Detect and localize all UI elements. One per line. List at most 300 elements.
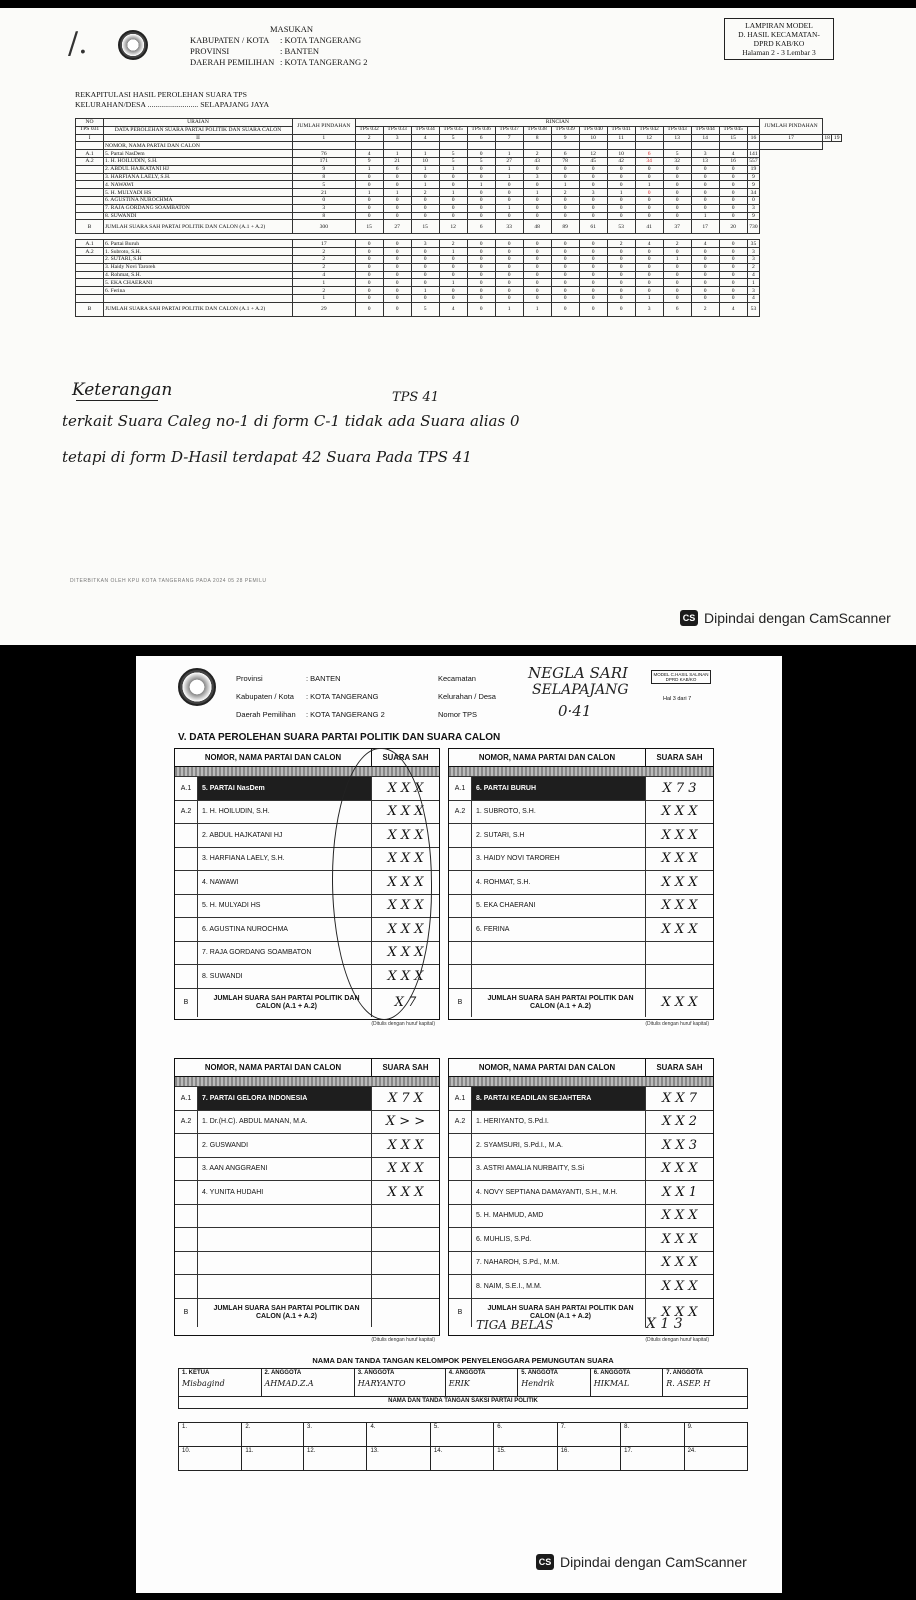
vote-cell: 1 — [293, 294, 356, 302]
vote-cell: 4 — [293, 271, 356, 279]
vote-cell: 1 — [523, 302, 551, 316]
row-code: B — [457, 999, 463, 1006]
candidate-row — [175, 1134, 439, 1158]
vote-cell: 0 — [523, 263, 551, 271]
vote-cell: 4 — [719, 302, 747, 316]
vote-cell: 0 — [467, 302, 495, 316]
sum-marks: X X X — [645, 989, 713, 1017]
vote-cell: 0 — [495, 248, 523, 256]
table-row — [76, 173, 842, 181]
vote-cell: 2 — [439, 240, 467, 248]
vote-cell: 6 — [635, 150, 663, 158]
candidate-marks: X X X — [371, 965, 439, 988]
candidate-name — [197, 1228, 371, 1251]
candidate-marks: X X X — [645, 801, 713, 824]
vote-cell: 0 — [663, 173, 691, 181]
vote-cell: 0 — [691, 263, 719, 271]
vote-cell: 1 — [439, 279, 467, 287]
candidate-marks — [371, 1228, 439, 1251]
hw-underline — [76, 400, 158, 401]
sum-label: JUMLAH SUARA SAH PARTAI POLITIK DAN CALON (A.1 + A.2) — [471, 989, 645, 1017]
table-row — [76, 294, 842, 302]
dapil-value: : KOTA TANGERANG 2 — [280, 57, 368, 67]
camscanner-watermark — [536, 1554, 747, 1570]
witness-cell: 7. — [557, 1423, 620, 1447]
vote-cell: 9 — [355, 157, 383, 165]
hand-drawn-circle — [332, 748, 432, 1020]
vote-cell: 0 — [467, 255, 495, 263]
candidate-marks — [645, 965, 713, 988]
candidate-name: 2. GUSWANDI — [197, 1134, 371, 1157]
shaded-strip — [449, 1077, 713, 1087]
vote-cell: 1 — [411, 181, 439, 189]
vote-cell: 1 — [691, 212, 719, 220]
row-name: 6. AGUSTINA NUROCHMA — [104, 196, 293, 204]
tps-header: TPS 038 — [523, 126, 551, 134]
sum-marks: X X X — [645, 1299, 713, 1327]
row-code: B — [183, 999, 189, 1006]
witness-cell: 11. — [242, 1447, 304, 1471]
row-code — [76, 196, 104, 204]
candidate-name: 2. ABDUL HAJKATANI HJ — [197, 824, 371, 847]
vote-cell: 0 — [467, 189, 495, 197]
table-cell: 18 — [824, 134, 830, 141]
vote-cell: 0 — [663, 271, 691, 279]
signer-name: Hendrik — [521, 1379, 555, 1388]
block-header — [449, 749, 713, 767]
col-suara: SUARA SAH — [371, 749, 439, 766]
tps-header: TPS 033 — [383, 126, 411, 134]
vote-cell: 0 — [551, 240, 579, 248]
vote-cell: 89 — [551, 220, 579, 234]
vote-cell: 0 — [383, 271, 411, 279]
candidate-row — [449, 1228, 713, 1252]
pks-sum-words: TIGA BELAS — [476, 1318, 554, 1332]
candidate-name: 3. HAIDY NOVI TAROREH — [471, 848, 645, 871]
hw-line2: tetapi di form D-Hasil terdapat 42 Suara Pada TPS 41 — [62, 448, 472, 466]
vote-cell: 0 — [439, 294, 467, 302]
vote-cell: 0 — [495, 240, 523, 248]
sum-row — [76, 220, 842, 234]
vote-cell: 0 — [691, 189, 719, 197]
row-code — [76, 271, 104, 279]
vote-cell: 0 — [663, 294, 691, 302]
witness-cell: 8. — [621, 1423, 684, 1447]
signer-name: HIKMAL — [593, 1379, 630, 1388]
vote-cell: 8 — [293, 212, 356, 220]
vote-cell: 0 — [579, 271, 607, 279]
vote-cell: 41 — [635, 220, 663, 234]
candidate-row — [449, 1134, 713, 1158]
table-cell: 11 — [607, 134, 635, 142]
witness-cell: 1. — [179, 1423, 242, 1447]
lampiran-line: Halaman 2 - 3 Lembar 3 — [742, 48, 816, 57]
vote-cell: 1 — [439, 248, 467, 256]
vote-cell: 53 — [607, 220, 635, 234]
vote-cell: 0 — [383, 204, 411, 212]
witness-cell: 15. — [494, 1447, 557, 1471]
table-cell: 6 — [467, 134, 495, 142]
vote-cell: 0 — [579, 204, 607, 212]
vote-cell: 0 — [691, 294, 719, 302]
candidate-marks: X X 2 — [645, 1111, 713, 1134]
candidate-name: 8. NAIM, S.E.I., M.M. — [471, 1275, 645, 1298]
vote-cell: 5 — [411, 302, 439, 316]
vote-cell: 61 — [579, 220, 607, 234]
signer-name: R. ASEP. H — [666, 1379, 711, 1388]
vote-cell: 0 — [719, 248, 747, 256]
vote-cell: 2 — [663, 240, 691, 248]
sum-label: JUMLAH SUARA SAH PARTAI POLITIK DAN CALON (A.1 + A.2) — [471, 1299, 645, 1327]
candidate-row — [449, 848, 713, 872]
table-cell — [439, 142, 467, 150]
vote-cell: 0 — [383, 255, 411, 263]
row-code — [76, 189, 104, 197]
vote-cell: 1 — [411, 165, 439, 173]
vote-cell: 1 — [607, 189, 635, 197]
vote-cell: 1 — [747, 279, 760, 287]
vote-cell: 2 — [293, 287, 356, 295]
kel-label: Kelurahan / Desa — [438, 692, 496, 701]
candidate-name: 4. YUNITA HUDAHI — [197, 1181, 371, 1204]
vote-cell: 0 — [663, 189, 691, 197]
candidate-name: 3. ASTRI AMALIA NURBAITY, S.Si — [471, 1158, 645, 1181]
vote-cell: 2 — [747, 263, 760, 271]
candidate-name: 6. AGUSTINA NUROCHMA — [197, 918, 371, 941]
vote-cell: 0 — [579, 196, 607, 204]
party-marks: X 7 3 — [645, 777, 713, 800]
vote-cell: 0 — [411, 196, 439, 204]
vote-cell: 0 — [663, 287, 691, 295]
candidate-marks: X X X — [371, 1158, 439, 1181]
role-row — [179, 1369, 748, 1397]
party-name: 5. PARTAI NasDem — [197, 777, 371, 800]
row-code — [76, 263, 104, 271]
sum-row — [175, 1299, 439, 1327]
vote-cell: 4 — [439, 302, 467, 316]
vote-cell: 0 — [691, 287, 719, 295]
vote-cell: 0 — [607, 165, 635, 173]
vote-cell: 6 — [663, 302, 691, 316]
vote-cell: 0 — [635, 287, 663, 295]
row-code: A.2 — [76, 157, 104, 165]
candidate-row — [175, 1181, 439, 1205]
row-code — [76, 212, 104, 220]
candidate-row — [449, 1252, 713, 1276]
section-row — [76, 142, 842, 150]
dapil-value: : KOTA TANGERANG 2 — [306, 710, 385, 719]
candidate-name: 1. Dr.(H.C). ABDUL MANAN, M.A. — [197, 1111, 371, 1134]
vote-cell: 0 — [719, 294, 747, 302]
table-row — [76, 150, 842, 158]
vote-cell: 0 — [467, 165, 495, 173]
vote-cell: 0 — [467, 173, 495, 181]
role-label: 1. KETUA — [182, 1370, 210, 1376]
vote-cell: 1 — [439, 165, 467, 173]
party-marks: X X X — [371, 777, 439, 800]
vote-cell: 0 — [579, 287, 607, 295]
signature-cell — [445, 1369, 517, 1397]
vote-cell: 0 — [523, 212, 551, 220]
table-cell: 5 — [439, 134, 467, 142]
pen-mark: /. — [68, 26, 88, 61]
table-row — [76, 165, 842, 173]
shaded-strip — [449, 767, 713, 777]
hw-tps-note: TPS 41 — [392, 390, 439, 405]
vote-cell: 1 — [439, 189, 467, 197]
vote-cell: 27 — [495, 157, 523, 165]
candidate-row — [449, 1205, 713, 1229]
vote-cell: 1 — [663, 255, 691, 263]
tps-header: TPS 034 — [411, 126, 439, 134]
vote-cell: 2 — [607, 240, 635, 248]
vote-cell: 2 — [293, 248, 356, 256]
candidate-marks: X X X — [371, 848, 439, 871]
vote-cell: 29 — [293, 302, 356, 316]
candidate-name: 6. MUHLIS, S.Pd. — [471, 1228, 645, 1251]
col-jumlah-pindahan: JUMLAH PINDAHAN — [293, 119, 356, 135]
signer-name: AHMAD.Z.A — [264, 1379, 314, 1388]
table-row — [76, 189, 842, 197]
vote-cell: 4 — [747, 271, 760, 279]
table-cell — [383, 142, 411, 150]
vote-cell: 0 — [467, 294, 495, 302]
vote-cell: 0 — [523, 196, 551, 204]
candidate-marks: X X X — [645, 1228, 713, 1251]
lampiran-line: D. HASIL KECAMATAN- — [738, 30, 820, 39]
vote-cell: 0 — [467, 212, 495, 220]
role-label: 4. ANGGOTA — [448, 1370, 486, 1376]
row-code: A.2 — [454, 1118, 466, 1126]
vote-cell: 0 — [467, 279, 495, 287]
col-name: NOMOR, NAMA PARTAI DAN CALON — [478, 1063, 616, 1072]
vote-cell: 0 — [607, 196, 635, 204]
vote-cell: 17 — [293, 240, 356, 248]
vote-cell: 0 — [495, 287, 523, 295]
vote-cell: 1 — [467, 181, 495, 189]
form-header-right — [438, 674, 496, 720]
table-cell — [663, 142, 691, 150]
table-row — [76, 248, 842, 256]
candidate-row — [175, 1111, 439, 1135]
candidate-row — [449, 895, 713, 919]
vote-cell: 27 — [383, 220, 411, 234]
signature-table — [178, 1368, 748, 1409]
candidate-name: 2. SYAMSURI, S.Pd.I., M.A. — [471, 1134, 645, 1157]
table-cell: 15 — [719, 134, 747, 142]
vote-cell: 9 — [747, 181, 760, 189]
kab-value: : KOTA TANGERANG — [306, 692, 379, 701]
vote-cell: 0 — [439, 204, 467, 212]
vote-cell: 0 — [607, 263, 635, 271]
vote-cell: 6 — [551, 150, 579, 158]
witness-cell: 3. — [304, 1423, 367, 1447]
table-row — [76, 157, 842, 165]
candidate-marks — [371, 1275, 439, 1298]
table-cell — [495, 142, 523, 150]
vote-cell: 37 — [663, 220, 691, 234]
witness-cell: 14. — [430, 1447, 493, 1471]
candidate-row — [449, 942, 713, 966]
table-row — [76, 271, 842, 279]
vote-cell: 0 — [579, 173, 607, 181]
vote-cell: 0 — [551, 248, 579, 256]
vote-cell: 0 — [747, 196, 760, 204]
candidate-name: 6. FERINA — [471, 918, 645, 941]
col-name: NOMOR, NAMA PARTAI DAN CALON — [204, 1063, 342, 1072]
vote-cell: 0 — [607, 248, 635, 256]
vote-cell: 17 — [691, 220, 719, 234]
signature-cell — [354, 1369, 445, 1397]
vote-cell: 2 — [411, 189, 439, 197]
candidate-row — [449, 918, 713, 942]
kab-value: : KOTA TANGERANG — [280, 35, 362, 45]
vote-cell: 5 — [663, 150, 691, 158]
vote-cell: 0 — [467, 271, 495, 279]
vote-cell: 0 — [411, 204, 439, 212]
vote-cell: 1 — [355, 165, 383, 173]
row-name: 4. Rohmat, S.H. — [104, 271, 293, 279]
vote-cell: 0 — [691, 271, 719, 279]
row-name: 2. SUTARI, S.H — [104, 255, 293, 263]
candidate-marks: X X X — [371, 871, 439, 894]
party-name: 6. PARTAI BURUH — [471, 777, 645, 800]
vote-cell: 0 — [663, 181, 691, 189]
hw-kelurahan: SELAPAJANG — [532, 682, 629, 698]
vote-cell: 0 — [691, 255, 719, 263]
row-name: 4. NAWAWI — [104, 181, 293, 189]
candidate-marks — [371, 1252, 439, 1275]
candidate-row — [449, 965, 713, 989]
vote-cell: 15 — [411, 220, 439, 234]
lampiran-line: DPRD KAB/KO — [753, 39, 805, 48]
vote-cell: 10 — [411, 157, 439, 165]
party-marks: X 7 X — [371, 1087, 439, 1110]
sum-label: JUMLAH SUARA SAH PARTAI POLITIK DAN CALON (A.1 + A.2) — [197, 1299, 371, 1327]
candidate-name — [471, 965, 645, 988]
candidate-name: 4. ROHMAT, S.H. — [471, 871, 645, 894]
table-cell: 4 — [411, 134, 439, 142]
signer-name: ERIK — [448, 1379, 470, 1388]
vote-cell: 0 — [355, 287, 383, 295]
vote-cell: 0 — [719, 263, 747, 271]
witness-cell: 12. — [304, 1447, 367, 1471]
vote-cell: 0 — [719, 271, 747, 279]
vote-cell: 0 — [411, 255, 439, 263]
vote-cell: 3 — [579, 189, 607, 197]
signature-cell — [590, 1369, 662, 1397]
row-name: 8. SUWANDI — [104, 212, 293, 220]
witness-cell: 10. — [179, 1447, 242, 1471]
dapil-label: Daerah Pemilihan — [236, 710, 296, 719]
vote-cell: 0 — [635, 279, 663, 287]
vote-cell: 0 — [293, 196, 356, 204]
witness-title: NAMA DAN TANDA TANGAN SAKSI PARTAI POLITIK — [179, 1397, 748, 1409]
vote-cell: 4 — [635, 240, 663, 248]
camscanner-icon: CS — [680, 610, 698, 626]
candidate-marks: X X X — [371, 942, 439, 965]
vote-cell: 0 — [523, 279, 551, 287]
capital-note: (Ditulis dengan huruf kapital) — [645, 1337, 709, 1343]
candidate-name: 7. NAHAROH, S.Pd., M.M. — [471, 1252, 645, 1275]
candidate-marks: X X X — [371, 895, 439, 918]
signer-name: Misbagind — [182, 1379, 225, 1388]
table-cell: 12 — [635, 134, 663, 142]
vote-cell: 0 — [691, 173, 719, 181]
table-cell — [635, 142, 663, 150]
hw-kecamatan: NEGLA SARI — [528, 664, 628, 682]
table-cell: 9 — [551, 134, 579, 142]
table-cell — [579, 142, 607, 150]
row-name: 1. Subroto, S.H. — [104, 248, 293, 256]
col-uraian: URAIAN — [104, 119, 293, 127]
tiny-footer: DITERBITKAN OLEH KPU KOTA TANGERANG PADA 2024 05 28 PEMILU — [70, 578, 267, 584]
candidate-name: 4. NOVY SEPTIANA DAMAYANTI, S.H., M.H. — [471, 1181, 645, 1204]
candidate-marks: X X X — [645, 848, 713, 871]
table-cell: 10 — [579, 134, 607, 142]
vote-cell: 0 — [411, 279, 439, 287]
row-code: B — [183, 1309, 189, 1316]
vote-cell: 0 — [635, 212, 663, 220]
kelurahan-value: SELAPAJANG JAYA — [200, 100, 270, 109]
row-name: 5. Partai NasDem — [104, 150, 293, 158]
vote-cell: 3 — [635, 302, 663, 316]
vote-cell: 9 — [747, 173, 760, 181]
vote-cell: 0 — [495, 271, 523, 279]
vote-cell: 0 — [411, 173, 439, 181]
section-label: NOMOR, NAMA PARTAI DAN CALON — [104, 142, 293, 150]
vote-cell: 0 — [579, 263, 607, 271]
row-code: A.2 — [76, 248, 104, 256]
table-row — [76, 255, 842, 263]
vote-cell: 0 — [635, 196, 663, 204]
vote-cell: 16 — [719, 157, 747, 165]
vote-cell: 1 — [383, 150, 411, 158]
vote-cell: 0 — [467, 240, 495, 248]
vote-cell: 2 — [293, 255, 356, 263]
row-name: JUMLAH SUARA SAH PARTAI POLITIK DAN CALON (A.1 + A.2) — [104, 302, 293, 316]
table-cell: 8 — [523, 134, 551, 142]
candidate-name: 1. H. HOILUDIN, S.H. — [197, 801, 371, 824]
candidate-marks: X X X — [645, 1205, 713, 1228]
vote-cell: 0 — [355, 271, 383, 279]
vote-cell: 0 — [719, 255, 747, 263]
vote-cell: 557 — [747, 157, 760, 165]
vote-cell: 0 — [607, 302, 635, 316]
vote-cell: 0 — [635, 165, 663, 173]
party-marks: X X 7 — [645, 1087, 713, 1110]
vote-cell: 0 — [523, 287, 551, 295]
vote-cell: 32 — [663, 157, 691, 165]
vote-cell: 3 — [747, 248, 760, 256]
table-row — [76, 240, 842, 248]
vote-cell: 0 — [607, 294, 635, 302]
sum-row — [76, 302, 842, 316]
vote-cell: 0 — [691, 165, 719, 173]
candidate-name — [197, 1205, 371, 1228]
candidate-name: 8. SUWANDI — [197, 965, 371, 988]
vote-cell: 0 — [467, 150, 495, 158]
capital-note: (Ditulis dengan huruf kapital) — [371, 1021, 435, 1027]
vote-cell: 0 — [439, 212, 467, 220]
vote-cell: 0 — [635, 271, 663, 279]
table-cell — [293, 142, 356, 150]
vote-cell: 0 — [523, 271, 551, 279]
vote-cell: 1 — [551, 181, 579, 189]
row-code — [76, 294, 104, 302]
vote-cell: 4 — [719, 150, 747, 158]
candidate-row — [175, 1158, 439, 1182]
